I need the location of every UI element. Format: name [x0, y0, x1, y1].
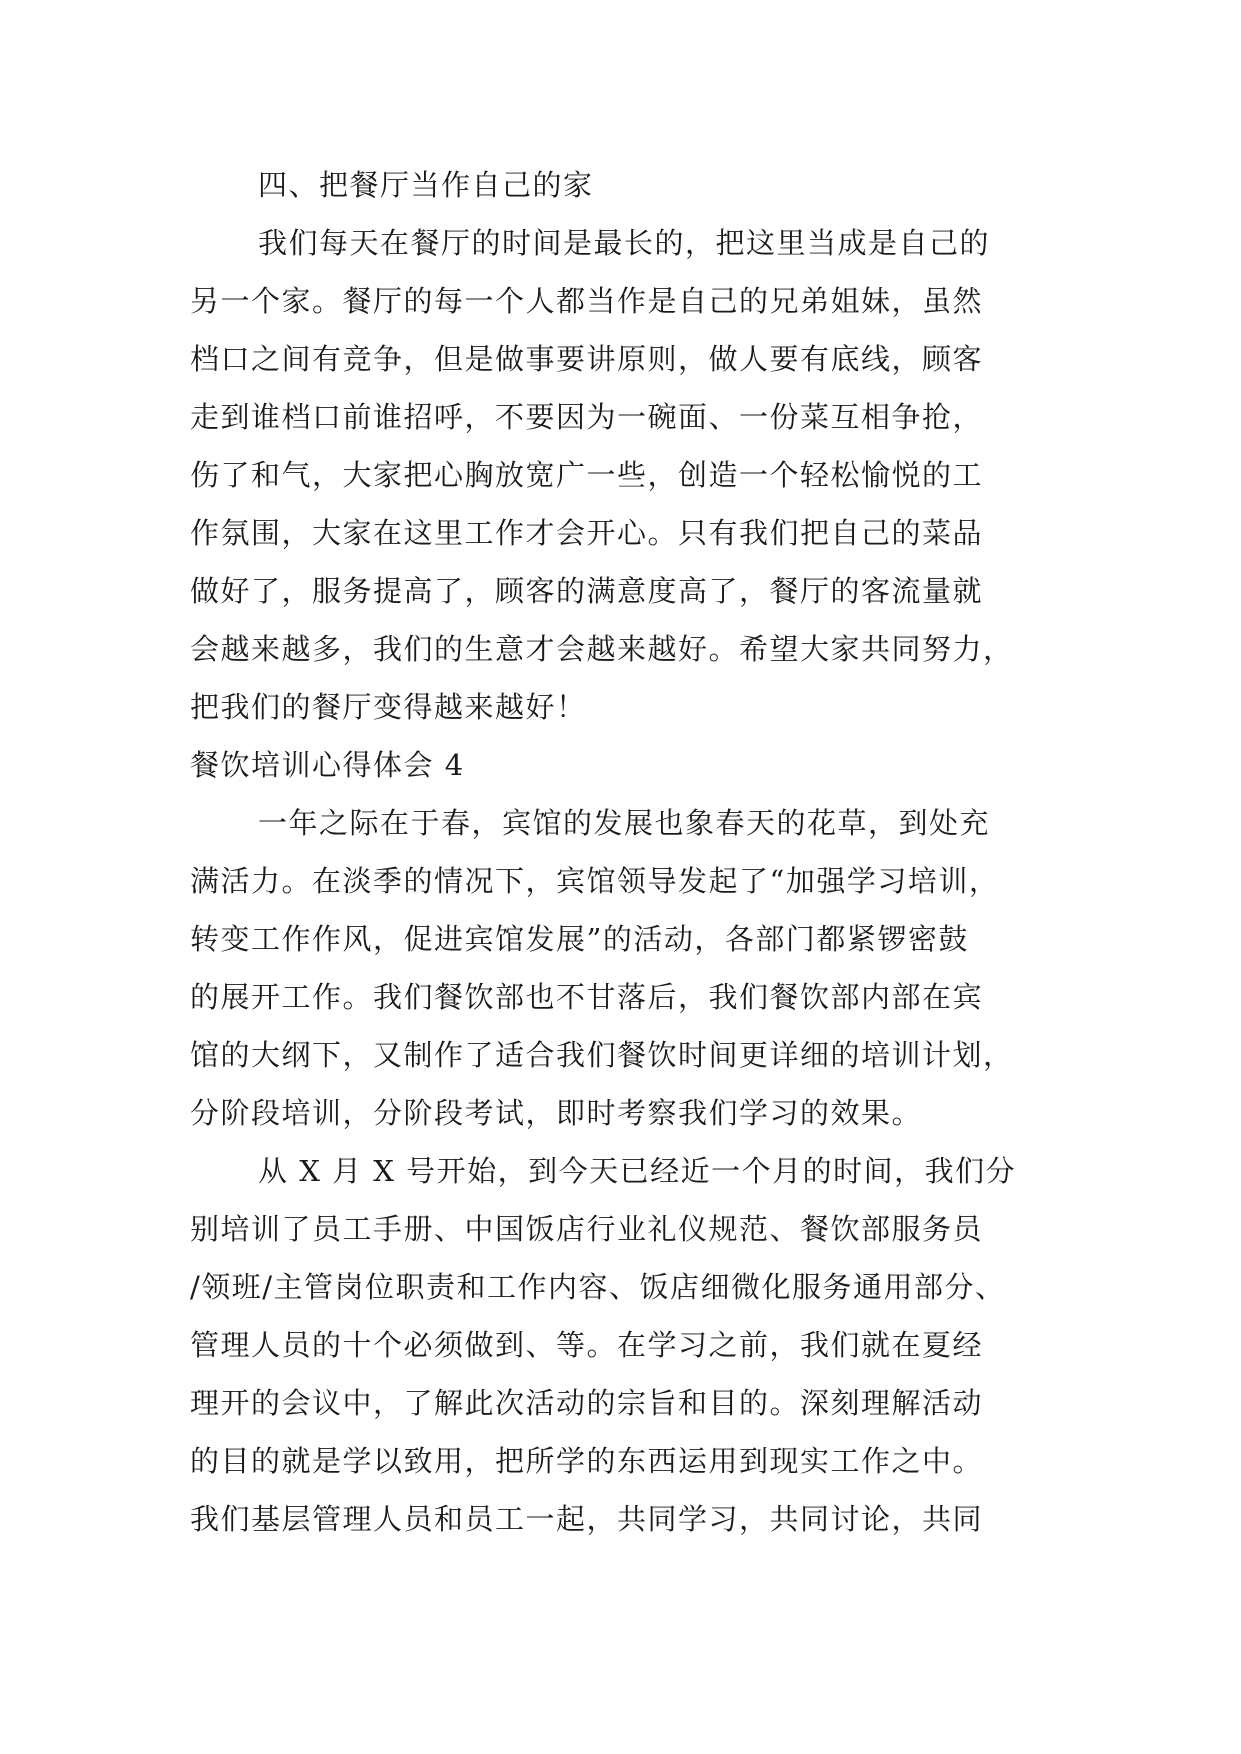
text-line: 把我们的餐厅变得越来越好！ — [190, 690, 587, 724]
document-body — [190, 156, 1070, 1548]
section-heading: 四、把餐厅当作自己的家 — [258, 168, 594, 202]
text-line: 伤了和气，大家把心胸放宽广一些，创造一个轻松愉悦的工 — [190, 458, 984, 492]
text-line: 的展开工作。我们餐饮部也不甘落后，我们餐饮部内部在宾 — [190, 980, 984, 1014]
text-line: 一年之际在于春，宾馆的发展也象春天的花草，到处充 — [258, 806, 991, 840]
text-line: 会越来越多，我们的生意才会越来越好。希望大家共同努力， — [190, 632, 1014, 666]
text-line: 我们基层管理人员和员工一起，共同学习，共同讨论，共同 — [190, 1502, 984, 1536]
text-line: 走到谁档口前谁招呼，不要因为一碗面、一份菜互相争抢， — [190, 400, 984, 434]
text-line: 另一个家。餐厅的每一个人都当作是自己的兄弟姐妹，虽然 — [190, 284, 984, 318]
text-line: 别培训了员工手册、中国饭店行业礼仪规范、餐饮部服务员 — [190, 1212, 984, 1246]
text-line: 我们每天在餐厅的时间是最长的，把这里当成是自己的 — [258, 226, 991, 260]
text-line: /领班/主管岗位职责和工作内容、饭店细微化服务通用部分、 — [190, 1270, 1006, 1304]
text-line: 馆的大纲下，又制作了适合我们餐饮时间更详细的培训计划， — [190, 1038, 1014, 1072]
text-line: 做好了，服务提高了，顾客的满意度高了，餐厅的客流量就 — [190, 574, 984, 608]
text-line: 分阶段培训，分阶段考试，即时考察我们学习的效果。 — [190, 1096, 923, 1130]
text-line: 从 X 月 X 号开始，到今天已经近一个月的时间，我们分 — [258, 1154, 1017, 1188]
text-line: 管理人员的十个必须做到、等。在学习之前，我们就在夏经 — [190, 1328, 984, 1362]
text-line: 满活力。在淡季的情况下，宾馆领导发起了“加强学习培训， — [190, 864, 1000, 898]
text-line: 作氛围，大家在这里工作才会开心。只有我们把自己的菜品 — [190, 516, 984, 550]
text-line: 的目的就是学以致用，把所学的东西运用到现实工作之中。 — [190, 1444, 984, 1478]
text-line: 理开的会议中，了解此次活动的宗旨和目的。深刻理解活动 — [190, 1386, 984, 1420]
article-title: 餐饮培训心得体会 4 — [190, 748, 465, 782]
text-line: 档口之间有竞争，但是做事要讲原则，做人要有底线，顾客 — [190, 342, 984, 376]
text-line: 转变工作作风，促进宾馆发展”的活动，各部门都紧锣密鼓 — [190, 922, 969, 956]
